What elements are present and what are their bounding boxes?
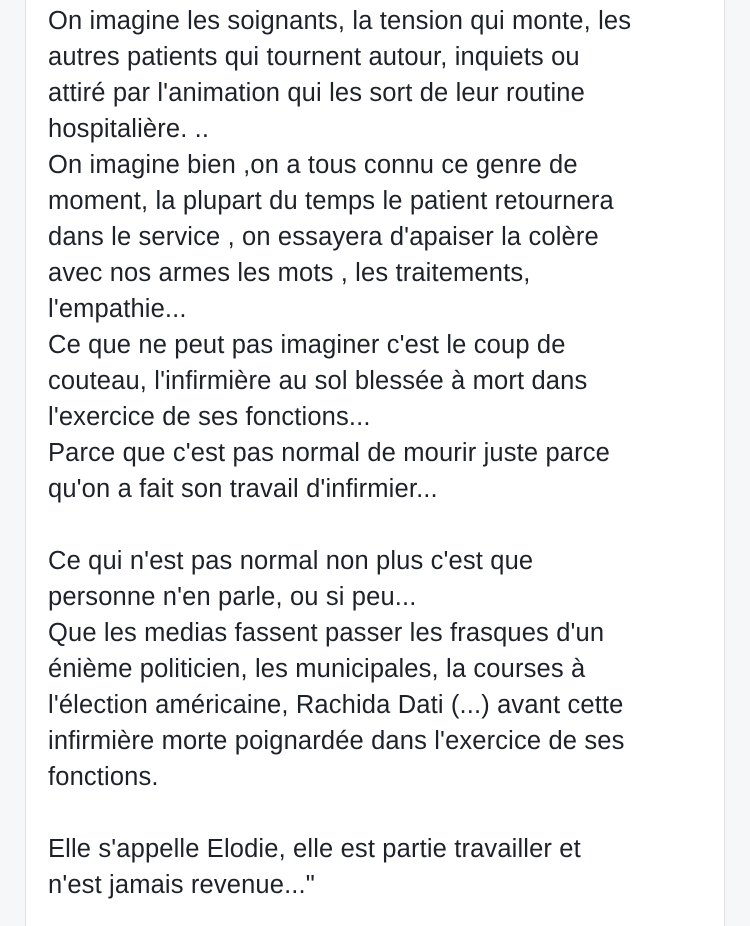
text-line: autres patients qui tournent autour, inquiets ou <box>48 43 580 71</box>
text-line: l'élection américaine, Rachida Dati (...) avant cette <box>48 691 624 719</box>
text-line: l'empathie... <box>48 295 187 323</box>
post-body-text <box>48 3 720 903</box>
text-line: Que les medias fassent passer les frasques d'un <box>48 619 605 647</box>
text-line: Ce que ne peut pas imaginer c'est le coup de <box>48 331 566 359</box>
text-line: Ce qui n'est pas normal non plus c'est que <box>48 547 534 575</box>
text-line: fonctions. <box>48 763 159 791</box>
text-line: dans le service , on essayera d'apaiser la colère <box>48 223 599 251</box>
text-line: Elle s'appelle Elodie, elle est partie travailler et <box>48 835 581 863</box>
text-line: personne n'en parle, ou si peu... <box>48 583 417 611</box>
text-line: hospitalière. .. <box>48 115 210 143</box>
text-line: On imagine bien ,on a tous connu ce genre de <box>48 151 578 179</box>
text-line: On imagine les soignants, la tension qui monte, les <box>48 7 632 35</box>
post-paragraph-1 <box>48 3 720 507</box>
text-line: qu'on a fait son travail d'infirmier... <box>48 475 438 503</box>
text-line: Parce que c'est pas normal de mourir juste parce <box>48 439 610 467</box>
text-line: infirmière morte poignardée dans l'exercice de ses <box>48 727 625 755</box>
text-line: énième politicien, les municipales, la courses à <box>48 655 586 683</box>
post-card <box>25 0 725 926</box>
post-paragraph-3 <box>48 831 720 903</box>
text-line: n'est jamais revenue..." <box>48 871 315 899</box>
text-line: attiré par l'animation qui les sort de leur routine <box>48 79 585 107</box>
text-line: couteau, l'infirmière au sol blessée à mort dans <box>48 367 588 395</box>
text-line: avec nos armes les mots , les traitements, <box>48 259 531 287</box>
post-paragraph-2 <box>48 543 720 795</box>
text-line: moment, la plupart du temps le patient retournera <box>48 187 614 215</box>
text-line: l'exercice de ses fonctions... <box>48 403 371 431</box>
